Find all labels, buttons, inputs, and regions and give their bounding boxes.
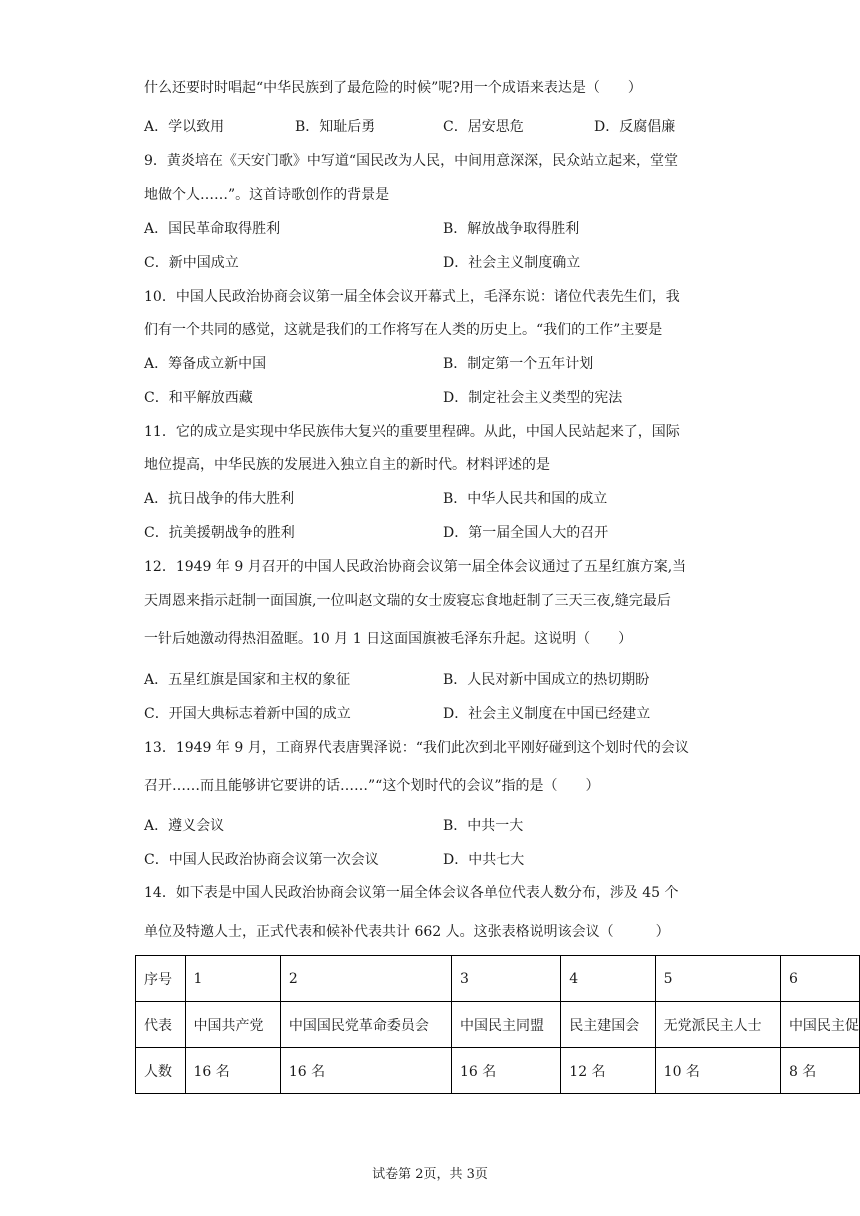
- table-cell: 中国共产党: [185, 1002, 280, 1048]
- q11-option-c: C．抗美援朝战争的胜利: [144, 525, 295, 541]
- q8-stem-tail: 什么还要时时唱起“中华民族到了最危险的时候”呢?用一个成语来表达是（ ）: [144, 80, 642, 96]
- table-cell: 3: [451, 956, 560, 1002]
- table-cell: 1: [185, 956, 280, 1002]
- table-cell: 16 名: [185, 1048, 280, 1094]
- table-row-representative: [136, 1002, 860, 1048]
- table-cell: 中国民主促: [780, 1002, 859, 1048]
- table-cell: 4: [561, 956, 655, 1002]
- table-cell: 16 名: [280, 1048, 451, 1094]
- q9-option-a: A．国民革命取得胜利: [144, 221, 281, 237]
- table-cell: 6: [780, 956, 859, 1002]
- q12-stem-line-3: 一针后她激动得热泪盈眶。10 月 1 日这面国旗被毛泽东升起。这说明（ ）: [144, 631, 633, 647]
- table-cell: 8 名: [780, 1048, 859, 1094]
- q11-option-d: D．第一届全国人大的召开: [443, 525, 609, 541]
- table-cell: 10 名: [655, 1048, 780, 1094]
- q14-stem-line-1: 14．如下表是中国人民政治协商会议第一届全体会议各单位代表人数分布，涉及 45 个: [144, 885, 679, 901]
- table-cell: 人数: [136, 1048, 186, 1094]
- q13-option-d: D．中共七大: [443, 852, 525, 868]
- q10-stem-line-1: 10．中国人民政治协商会议第一届全体会议开幕式上，毛泽东说：诸位代表先生们，我: [144, 289, 680, 305]
- q10-option-c: C．和平解放西藏: [144, 390, 253, 406]
- q8-option-a: A．学以致用: [144, 119, 225, 135]
- q11-option-a: A．抗日战争的伟大胜利: [144, 491, 295, 507]
- table-cell: 16 名: [451, 1048, 560, 1094]
- q9-stem-line-2: 地做个人……”。这首诗歌创作的背景是: [144, 187, 390, 203]
- q9-option-c: C．新中国成立: [144, 255, 239, 271]
- q9-option-d: D．社会主义制度确立: [443, 255, 581, 271]
- q8-option-d: D．反腐倡廉: [594, 119, 676, 135]
- page-footer: 试卷第 2页，共 3页: [372, 1167, 488, 1182]
- table-cell: 5: [655, 956, 780, 1002]
- table-cell: 序号: [136, 956, 186, 1002]
- q9-stem-line-1: 9．黄炎培在《天安门歌》中写道“国民改为人民，中间用意深深，民众站立起来，堂堂: [144, 153, 679, 169]
- q14-stem-line-2: 单位及特邀人士，正式代表和候补代表共计 662 人。这张表格说明该会议（ ）: [144, 924, 670, 940]
- q11-stem-line-2: 地位提高，中华民族的发展进入独立自主的新时代。材料评述的是: [144, 457, 550, 473]
- table-cell: 2: [280, 956, 451, 1002]
- q10-option-d: D．制定社会主义类型的宪法: [443, 390, 623, 406]
- table-cell: 民主建国会: [561, 1002, 655, 1048]
- table-cell: 中国国民党革命委员会: [280, 1002, 451, 1048]
- q13-stem-line-2: 召开……而且能够讲它要讲的话……”“这个划时代的会议”指的是（ ）: [144, 778, 600, 794]
- representative-distribution-table: [135, 955, 860, 1094]
- table-cell: 无党派民主人士: [655, 1002, 780, 1048]
- q12-option-b: B．人民对新中国成立的热切期盼: [443, 672, 650, 688]
- q13-option-a: A．遵义会议: [144, 818, 225, 834]
- q12-stem-line-1: 12．1949 年 9 月召开的中国人民政治协商会议第一届全体会议通过了五星红旗方案,当: [144, 559, 687, 575]
- q9-option-b: B．解放战争取得胜利: [443, 221, 580, 237]
- table-cell: 代表: [136, 1002, 186, 1048]
- q10-option-b: B．制定第一个五年计划: [443, 356, 594, 372]
- table-cell: 中国民主同盟: [451, 1002, 560, 1048]
- q11-stem-line-1: 11．它的成立是实现中华民族伟大复兴的重要里程碑。从此，中国人民站起来了，国际: [144, 424, 680, 440]
- q12-option-c: C．开国大典标志着新中国的成立: [144, 706, 351, 722]
- q10-stem-line-2: 们有一个共同的感觉，这就是我们的工作将写在人类的历史上。“我们的工作”主要是: [144, 322, 663, 338]
- q12-stem-line-2: 天周恩来指示赶制一面国旗,一位叫赵文瑞的女士废寝忘食地赶制了三天三夜,缝完最后: [144, 593, 671, 609]
- q10-option-a: A．筹备成立新中国: [144, 356, 267, 372]
- q8-option-b: B．知耻后勇: [295, 119, 376, 135]
- q11-option-b: B．中华人民共和国的成立: [443, 491, 608, 507]
- table-row-count: [136, 1048, 860, 1094]
- q12-option-a: A．五星红旗是国家和主权的象征: [144, 672, 351, 688]
- q13-option-c: C．中国人民政治协商会议第一次会议: [144, 852, 379, 868]
- q12-option-d: D．社会主义制度在中国已经建立: [443, 706, 651, 722]
- q13-stem-line-1: 13．1949 年 9 月，工商界代表唐巽泽说：“我们此次到北平刚好碰到这个划时代的会议: [144, 740, 689, 756]
- q8-option-c: C．居安思危: [443, 119, 524, 135]
- q13-option-b: B．中共一大: [443, 818, 524, 834]
- table-row-index: [136, 956, 860, 1002]
- table-cell: 12 名: [561, 1048, 655, 1094]
